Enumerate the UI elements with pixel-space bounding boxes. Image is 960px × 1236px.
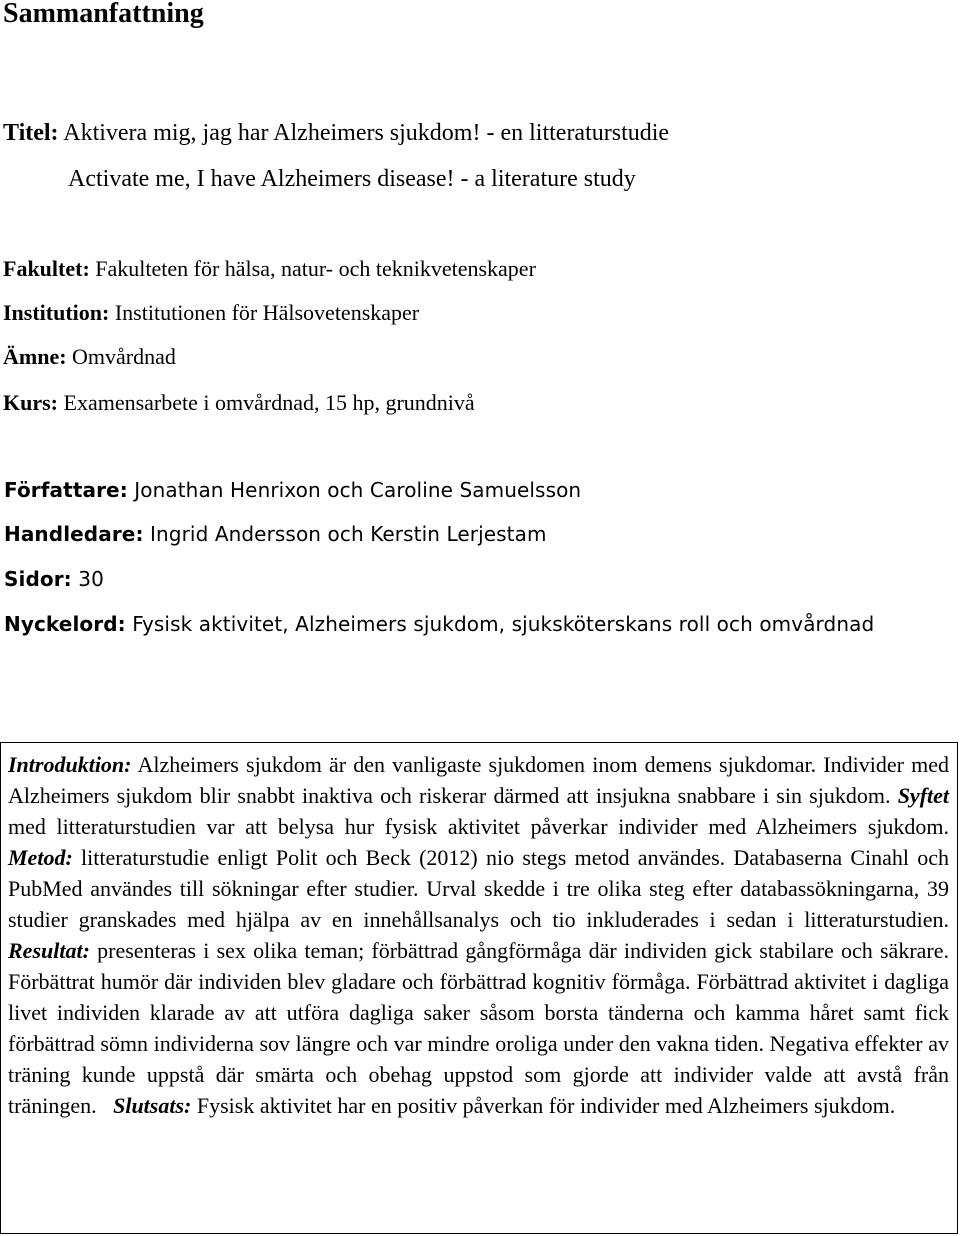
abstract-intro-label: Introduktion: <box>8 752 132 777</box>
abstract-aim-label: Syftet <box>897 783 950 808</box>
pages-value: 30 <box>78 567 104 591</box>
keywords-row <box>4 612 874 636</box>
meta-faculty-label: Fakultet: <box>3 256 90 281</box>
abstract-conclusion-text: Fysisk aktivitet har en positiv påverkan för individer med Alzheimers sjukdom. <box>196 1093 896 1118</box>
abstract-text <box>8 749 949 1121</box>
meta-subject-value: Omvårdnad <box>72 344 176 369</box>
abstract-result-text: presenteras i sex olika teman; förbättrad gångförmåga där individen gick stabilare och säkrare. Förbättrat humör där individen blev gladare och förbättrad kognitiv förmåga. Förbättrad aktivitet i dagliga livet individen klarade av att utföra dagliga saker såsom borsta tänderna och kamma håret samt fick förbättrad sömn individerna sov längre och var mindre oroliga under den vakna tiden. Negativa effekter av träning kunde uppstå där smärta och obehag uppstod som gjorde att individer valde att avstå från träningen. <box>8 938 949 1118</box>
meta-institution <box>3 300 419 326</box>
supervisor-value: Ingrid Andersson och Kerstin Lerjestam <box>150 522 547 546</box>
abstract-box <box>0 742 958 1234</box>
keywords-value: Fysisk aktivitet, Alzheimers sjukdom, sjuksköterskans roll och omvårdnad <box>132 612 875 636</box>
pages-label: Sidor: <box>4 567 72 591</box>
abstract-aim-text: med litteraturstudien var att belysa hur fysisk aktivitet påverkar individer med Alzheimers sjukdom. <box>8 814 949 839</box>
meta-institution-value: Institutionen för Hälsovetenskaper <box>114 300 420 325</box>
title-row <box>3 120 669 147</box>
abstract-conclusion-label: Slutsats: <box>113 1093 192 1118</box>
page-heading: Sammanfattning <box>3 0 204 29</box>
abstract-intro-text: Alzheimers sjukdom är den vanligaste sjukdomen inom demens sjukdomar. Individer med Alzheimers sjukdom blir snabbt inaktiva och riskerar därmed att insjukna snabbare i sin sjukdom. <box>8 752 949 808</box>
title-english: Activate me, I have Alzheimers disease! - a literature study <box>68 166 636 192</box>
pages-row <box>4 567 104 591</box>
author-row <box>4 478 581 502</box>
meta-course <box>3 390 475 416</box>
abstract-method-text: litteraturstudie enligt Polit och Beck (2012) nio stegs metod användes. Databaserna Cinahl och PubMed användes till sökningar efter studier. Urval skedde i tre olika steg efter databassökningarna, 39 studier granskades med hjälpa av en innehållsanalys och tio inkluderades i sedan i litteraturstudien. <box>8 845 949 932</box>
meta-course-value: Examensarbete i omvårdnad, 15 hp, grundnivå <box>63 390 475 415</box>
author-value: Jonathan Henrixon och Caroline Samuelsson <box>134 478 582 502</box>
abstract-result-label: Resultat: <box>8 938 90 963</box>
supervisor-label: Handledare: <box>4 522 144 546</box>
meta-course-label: Kurs: <box>3 390 58 415</box>
meta-faculty <box>3 256 536 282</box>
title-swedish: Aktivera mig, jag har Alzheimers sjukdom! - en litteraturstudie <box>63 120 670 146</box>
abstract-method-label: Metod: <box>8 845 73 870</box>
supervisor-row <box>4 522 547 546</box>
meta-institution-label: Institution: <box>3 300 110 325</box>
meta-subject <box>3 344 176 370</box>
meta-subject-label: Ämne: <box>3 344 67 369</box>
title-label: Titel: <box>3 120 59 146</box>
keywords-label: Nyckelord: <box>4 612 126 636</box>
author-label: Författare: <box>4 478 128 502</box>
meta-faculty-value: Fakulteten för hälsa, natur- och teknikvetenskaper <box>95 256 536 281</box>
